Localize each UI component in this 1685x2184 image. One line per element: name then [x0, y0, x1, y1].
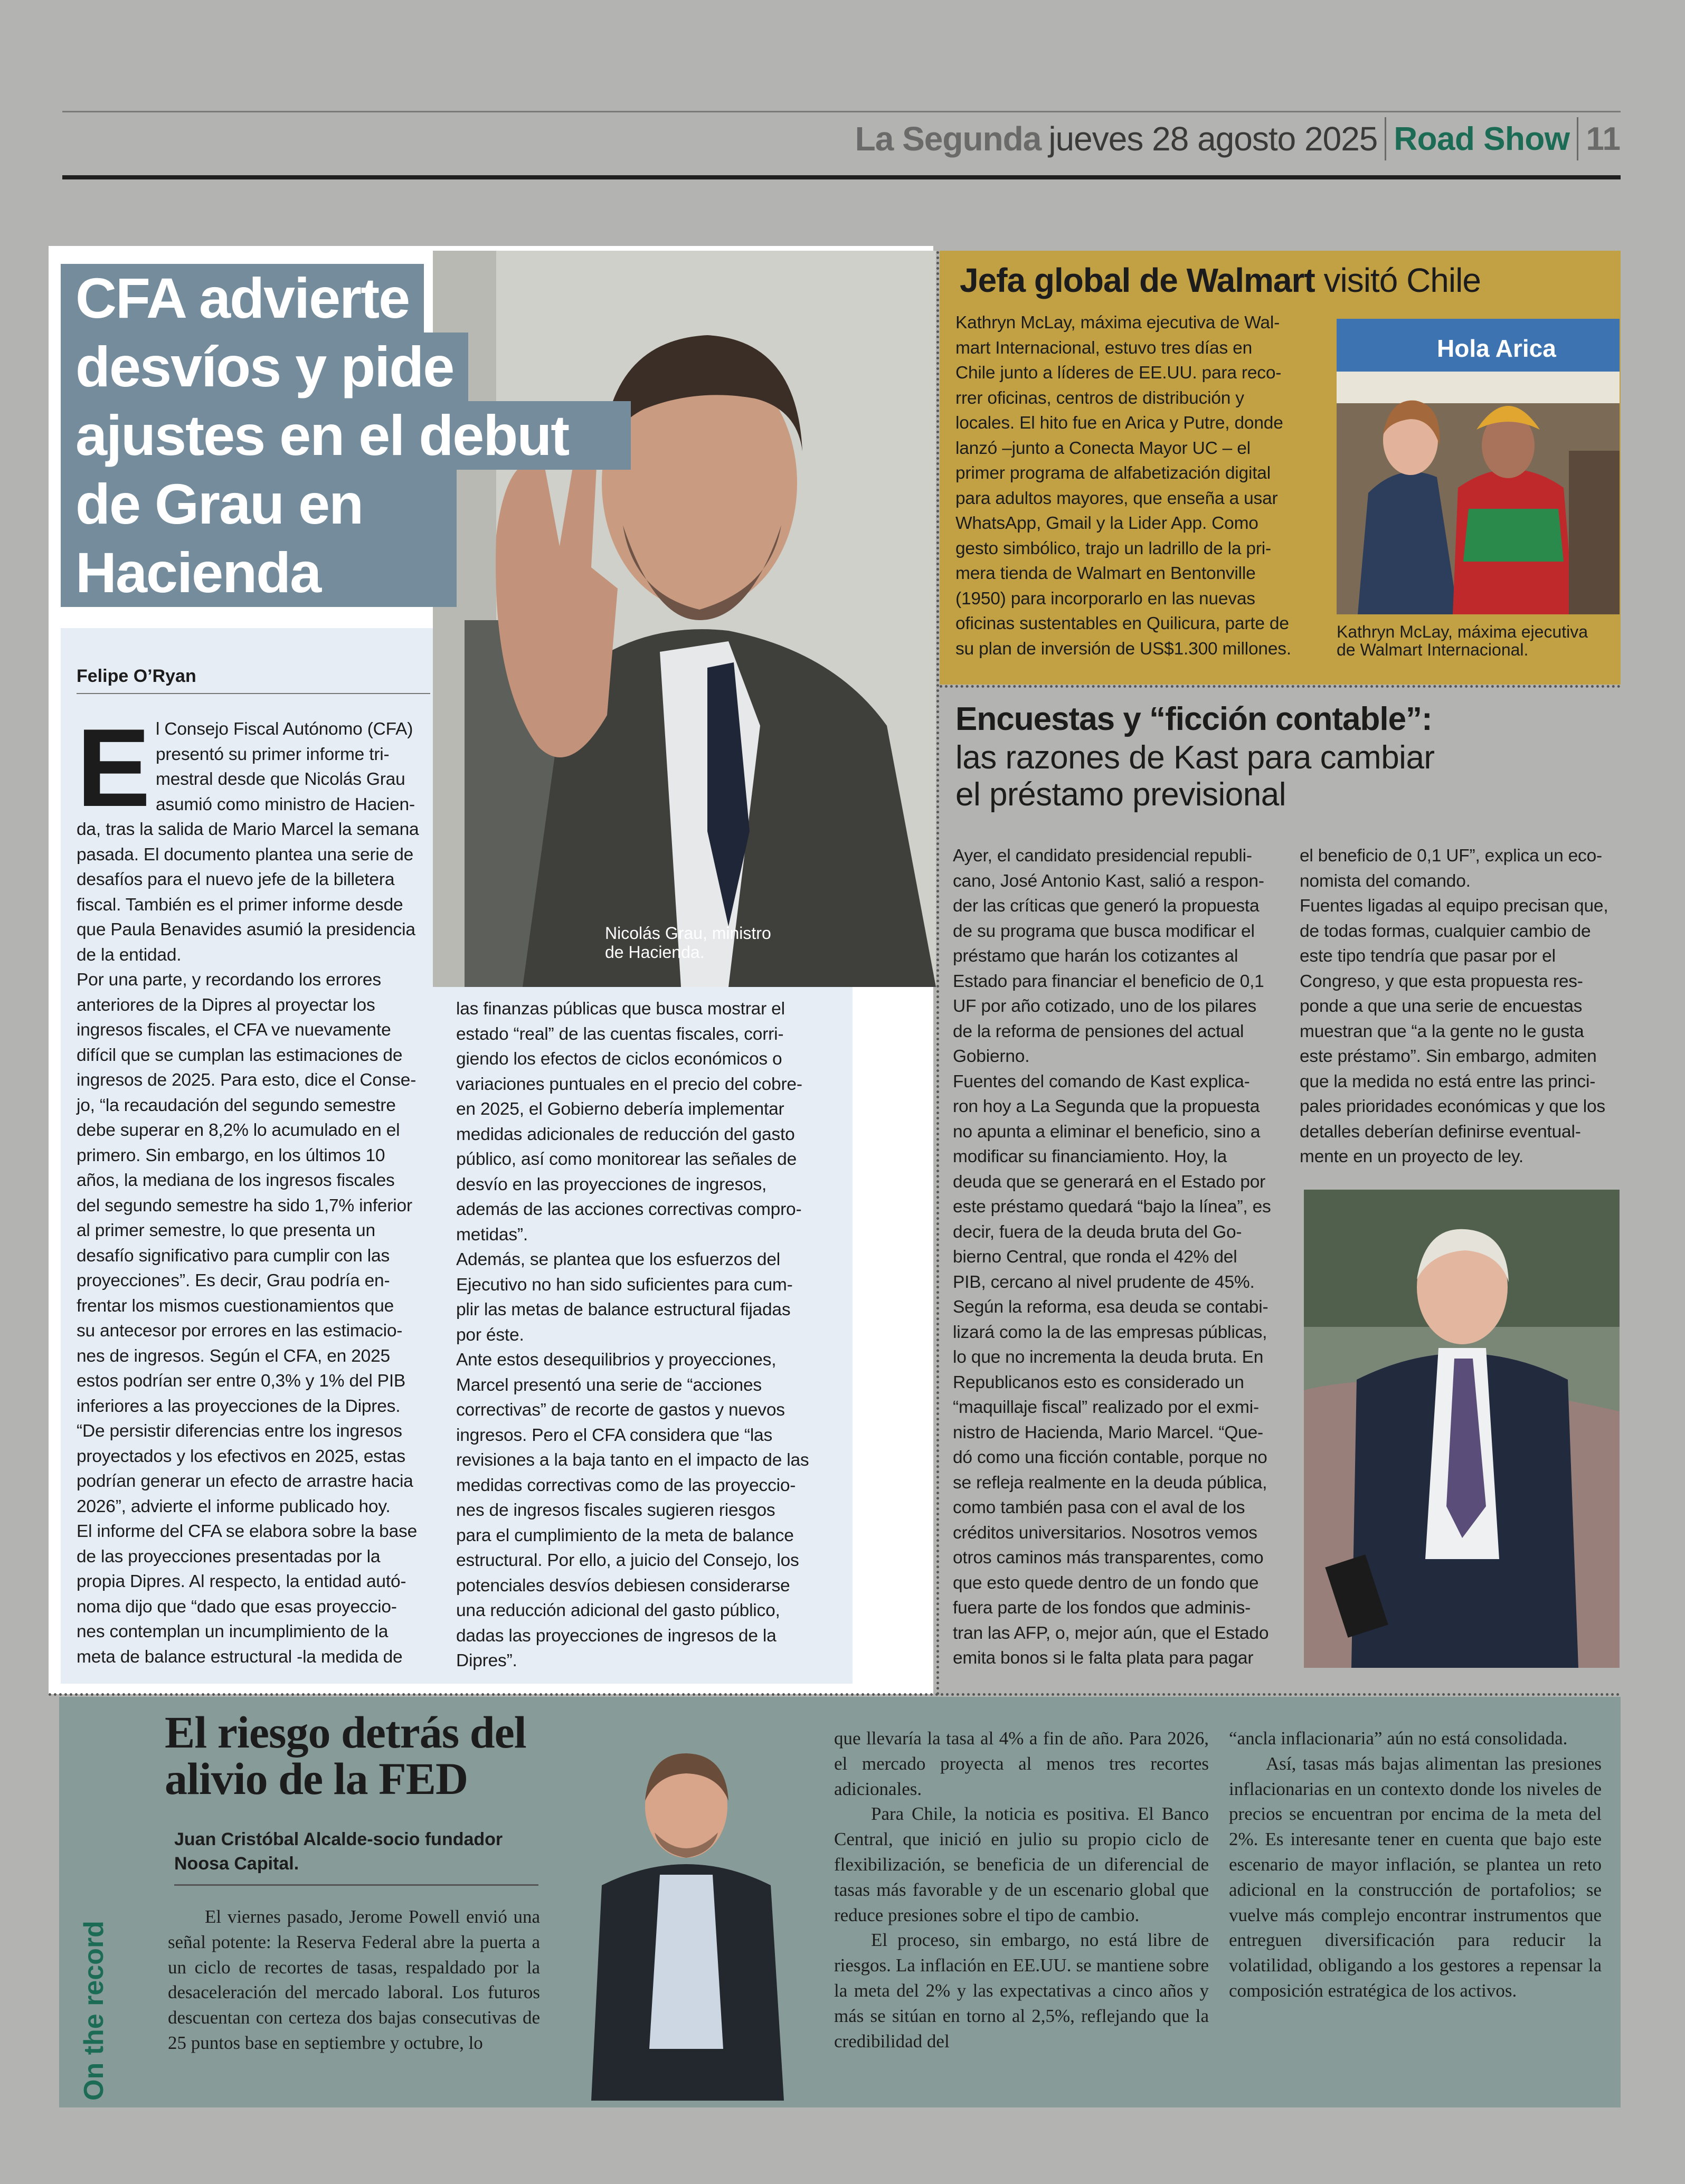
- text-line: pasada. El documento plantea una serie de: [77, 844, 414, 865]
- text-line: al primer semestre, lo que presenta un: [77, 1221, 375, 1240]
- text-line: tran las AFP, o, mejor aún, que el Estado: [953, 1623, 1269, 1643]
- text-line: bierno Central, que ronda el 42% del: [953, 1247, 1237, 1267]
- text-line: locales. El hito fue en Arica y Putre, donde: [955, 413, 1283, 433]
- walmart-headline-bold: Jefa global de Walmart: [960, 261, 1315, 299]
- text-line: créditos universitarios. Nosotros vemos: [953, 1523, 1257, 1543]
- grau-photo-caption: [605, 924, 771, 962]
- headline-line: CFA advierte: [61, 264, 424, 333]
- headline-line: el préstamo previsional: [955, 776, 1286, 813]
- text-line: l Consejo Fiscal Autónomo (CFA): [156, 719, 413, 739]
- text-line: como también pasa con el aval de los: [953, 1498, 1245, 1517]
- text-line: de todas formas, cualquier cambio de: [1300, 921, 1591, 941]
- text-line: UF por año cotizado, uno de los pilares: [953, 996, 1257, 1016]
- text-line: las finanzas públicas que busca mostrar el: [456, 999, 785, 1019]
- author-line: Juan Cristóbal Alcalde-socio fundador: [174, 1829, 503, 1849]
- text-line: Congreso, y que esta propuesta res-: [1300, 971, 1583, 991]
- walmart-headline: [960, 261, 1481, 300]
- kast-headline-bold: Encuestas y “ficción contable”:: [955, 701, 1432, 737]
- text-line: nes de ingresos. Según el CFA, en 2025: [77, 1346, 390, 1366]
- text-line: que esto quede dentro de un fondo que: [953, 1573, 1259, 1593]
- walmart-photo: [1337, 319, 1620, 614]
- text-line: plir las metas de balance estructural fijadas: [456, 1300, 791, 1319]
- text-line: Estado para financiar el beneficio de 0,1: [953, 971, 1264, 991]
- kast-column-1: [953, 843, 1283, 1671]
- text-line: medidas correctivas como de las proyeccio-: [456, 1475, 796, 1495]
- text-line: giendo los efectos de ciclos económicos o: [456, 1049, 782, 1069]
- text-line: meta de balance estructural -la medida de: [77, 1647, 403, 1667]
- sign-text: Hola Arica: [1437, 335, 1556, 362]
- text-line: Fuentes ligadas al equipo precisan que,: [1300, 896, 1608, 916]
- caption-line: Kathryn McLay, máxima ejecutiva: [1337, 622, 1588, 641]
- column-divider: [936, 251, 939, 1696]
- fed-headline: [165, 1709, 526, 1802]
- caption-line: Nicolás Grau, ministro: [605, 924, 771, 943]
- text-line: Ejecutivo no han sido suficientes para cum-: [456, 1275, 793, 1295]
- text-line: rrer oficinas, centros de distribución y: [955, 388, 1244, 408]
- text-line: mart Internacional, estuvo tres días en: [955, 338, 1252, 358]
- text-line: en 2025, el Gobierno debería implementar: [456, 1099, 784, 1119]
- text-line: este préstamo”. Sin embargo, admiten: [1300, 1047, 1597, 1066]
- text-line: fiscal. También es el primer informe desde: [77, 895, 403, 915]
- paragraph: Para Chile, la noticia es positiva. El Banco Central, que inició en julio su propio ciclo de flexibilización, se beneficia de un diferencial de tasas más favorable y de un escenario global que reduce presiones sobre el tipo de cambio.: [834, 1803, 1209, 1925]
- text-line: público, así como monitorear las señales de: [456, 1150, 797, 1169]
- text-line: PIB, cercano al nivel prudente de 45%.: [953, 1272, 1255, 1292]
- text-line: nes contemplan un incumplimiento de la: [77, 1622, 389, 1641]
- main-headline: [61, 264, 631, 607]
- text-line: para adultos mayores, que enseña a usar: [955, 488, 1278, 508]
- text-line: frentar los mismos cuestionamientos que: [77, 1296, 394, 1316]
- text-line: cano, José Antonio Kast, salió a respon-: [953, 871, 1264, 891]
- text-line: 2026”, advierte el informe publicado hoy.: [77, 1496, 391, 1516]
- text-line: anteriores de la Dipres al proyectar los: [77, 995, 375, 1015]
- text-line: fuera parte de los fondos que adminis-: [953, 1598, 1251, 1618]
- headline-line: Hacienda: [61, 538, 457, 607]
- text-line: jo, “la recaudación del segundo semestre: [77, 1095, 396, 1115]
- headline-line: ajustes en el debut: [61, 401, 631, 470]
- text-line: podrían generar un efecto de arrastre hacia: [77, 1471, 413, 1491]
- main-article-column-2: [456, 996, 828, 1674]
- text-line: proyectados y los efectivos en 2025, estas: [77, 1446, 405, 1466]
- walmart-headline-rest: visitó Chile: [1314, 261, 1481, 299]
- text-line: de la entidad.: [77, 945, 182, 965]
- text-line: propia Dipres. Al respecto, la entidad autó-: [77, 1572, 406, 1591]
- header-rule-bottom: [62, 175, 1621, 179]
- headline-line: desvíos y pide: [61, 333, 468, 401]
- text-line: no apunta a eliminar el beneficio, sino a: [953, 1122, 1261, 1142]
- text-line: presentó su primer informe tri-: [156, 744, 390, 764]
- alcalde-photo: [581, 1722, 792, 2101]
- paragraph: El viernes pasado, Jerome Powell envió una señal potente: la Reserva Federal abre la puerta a un ciclo de recortes de tasas, respaldado por la desaceleración del mercado laboral. Los futuros descuentan con certeza dos bajas consecutivas de 25 puntos base en septiembre y octubre, lo: [168, 1906, 540, 2053]
- text-line: modificar su financiamiento. Hoy, la: [953, 1147, 1227, 1166]
- fed-column-2: [834, 1726, 1209, 2054]
- text-line: El informe del CFA se elabora sobre la base: [77, 1522, 418, 1541]
- publication-name: La Segunda: [855, 120, 1042, 158]
- kast-headline: [955, 699, 1610, 813]
- text-line: detalles deberían definirse eventual-: [1300, 1122, 1581, 1142]
- text-line: lizará como la de las empresas públicas,: [953, 1322, 1267, 1342]
- text-line: se refleja realmente en la deuda pública,: [953, 1473, 1267, 1493]
- text-line: nes de ingresos fiscales sugieren riesgos: [456, 1501, 775, 1520]
- paragraph: El proceso, sin embargo, no está libre de riesgos. La inflación en EE.UU. se mantiene sobre la meta del 2% y las expectativas a cinco años y más se sitúan en torno al 2,5%, reflejando que la credibilidad del: [834, 1930, 1209, 2052]
- text-line: decir, fuera de la deuda bruta del Go-: [953, 1222, 1242, 1242]
- headline-line: alivio de la FED: [165, 1753, 468, 1804]
- text-line: (1950) para incorporarlo en las nuevas: [955, 588, 1255, 609]
- text-line: ingresos fiscales, el CFA ve nuevamente: [77, 1020, 391, 1040]
- kast-column-2: [1300, 843, 1626, 1170]
- text-line: una reducción adicional del gasto público,: [456, 1601, 780, 1620]
- text-line: ron hoy a La Segunda que la propuesta: [953, 1097, 1260, 1116]
- walmart-photo-illustration: [1337, 319, 1620, 614]
- paragraph: Así, tasas más bajas alimentan las presiones inflacionarias en un contexto donde los niveles de precios se encuentran por encima de la meta del 2%. Es interesante tener en cuenta que bajo este escenario de mayor inflación, se plantea un reto adicional en la construcción de portafolios; se vuelve más complejo encontrar instrumentos que entreguen diversificación para reducir la volatilidad, obligando a los gestores a repensar la composición estratégica de los activos.: [1229, 1753, 1602, 2001]
- text-line: Gobierno.: [953, 1047, 1030, 1066]
- headline-line: de Grau en: [61, 470, 457, 538]
- header-separator: [1385, 117, 1386, 160]
- text-line: emita bonos si le falta plata para pagar: [953, 1648, 1254, 1668]
- text-line: dó como una ficción contable, porque no: [953, 1448, 1267, 1467]
- text-line: de su programa que busca modificar el: [953, 921, 1255, 941]
- text-line: Ayer, el candidato presidencial republi-: [953, 846, 1252, 866]
- text-line: Además, se plantea que los esfuerzos del: [456, 1250, 780, 1269]
- paragraph: que llevaría la tasa al 4% a fin de año. Para 2026, el mercado proyecta al menos tres recortes adicionales.: [834, 1728, 1209, 1799]
- text-line: Dipres”.: [456, 1651, 517, 1670]
- author-line: Noosa Capital.: [174, 1854, 299, 1874]
- text-line: oficinas sustentables en Quilicura, parte de: [955, 614, 1289, 633]
- text-line: este préstamo quedará “bajo la línea”, es: [953, 1197, 1271, 1217]
- text-line: nistro de Hacienda, Mario Marcel. “Que-: [953, 1422, 1263, 1442]
- text-line: préstamo que harán los cotizantes al: [953, 946, 1238, 966]
- text-line: WhatsApp, Gmail y la Lider App. Como: [955, 514, 1258, 533]
- text-line: Fuentes del comando de Kast explica-: [953, 1071, 1250, 1091]
- text-line: que Paula Benavides asumió la presidencia: [77, 920, 415, 939]
- text-line: mente en un proyecto de ley.: [1300, 1147, 1523, 1166]
- text-line: estado “real” de las cuentas fiscales, corri-: [456, 1024, 784, 1044]
- text-line: por éste.: [456, 1325, 524, 1345]
- text-line: correctivas” de recorte de gastos y nuevos: [456, 1400, 785, 1420]
- text-line: estructural. Por ello, a juicio del Consejo, los: [456, 1551, 799, 1570]
- text-line: gesto simbólico, trajo un ladrillo de la pri-: [955, 538, 1272, 558]
- text-line: del segundo semestre ha sido 1,7% inferior: [77, 1195, 412, 1216]
- on-the-record-label: On the record: [79, 1921, 109, 2101]
- drop-cap: E: [77, 706, 151, 830]
- text-line: medidas adicionales de reducción del gasto: [456, 1124, 795, 1144]
- text-line: para el cumplimiento de la meta de balance: [456, 1525, 794, 1545]
- walmart-body: [955, 310, 1314, 661]
- header-rule-top: [62, 111, 1621, 112]
- text-line: “De persistir diferencias entre los ingresos: [77, 1421, 402, 1441]
- alcalde-photo-illustration: [581, 1722, 792, 2101]
- section-divider: [49, 1693, 1621, 1696]
- text-line: der las críticas que generó la propuesta: [953, 896, 1260, 916]
- text-line: este tipo tendría que pasar por el: [1300, 946, 1556, 966]
- text-line: desafíos para el nuevo jefe de la billetera: [77, 870, 395, 889]
- text-line: nomista del comando.: [1300, 871, 1471, 891]
- text-line: ingresos. Pero el CFA considera que “las: [456, 1425, 773, 1445]
- text-line: el beneficio de 0,1 UF”, explica un eco-: [1300, 846, 1602, 866]
- byline: Felipe O’Ryan: [77, 666, 430, 694]
- text-line: mestral desde que Nicolás Grau: [156, 770, 405, 789]
- text-line: Por una parte, y recordando los errores: [77, 970, 381, 990]
- text-line: revisiones a la baja tanto en el impacto de las: [456, 1450, 809, 1470]
- text-line: Chile junto a líderes de EE.UU. para reco-: [955, 363, 1282, 383]
- text-line: además de las acciones correctivas compro-: [456, 1200, 802, 1219]
- walmart-photo-caption: [1337, 623, 1622, 659]
- issue-date: jueves 28 agosto 2025: [1048, 120, 1378, 158]
- text-line: otros caminos más transparentes, como: [953, 1548, 1264, 1568]
- text-line: desvío en las proyecciones de ingresos,: [456, 1174, 767, 1194]
- text-line: muestran que “a la gente no le gusta: [1300, 1021, 1584, 1041]
- text-line: primero. Sin embargo, en los últimos 10: [77, 1145, 385, 1165]
- headline-line: El riesgo detrás del: [165, 1707, 526, 1758]
- text-line: debe superar en 8,2% lo acumulado en el: [77, 1121, 400, 1140]
- text-line: Kathryn McLay, máxima ejecutiva de Wal-: [955, 313, 1280, 333]
- section-name: Road Show: [1394, 120, 1570, 157]
- text-line: lo que no incrementa la deuda bruta. En: [953, 1347, 1264, 1367]
- text-line: proyecciones”. Es decir, Grau podría en-: [77, 1271, 390, 1290]
- text-line: noma dijo que “dado que esas proyeccio-: [77, 1597, 397, 1617]
- text-line: Marcel presentó una serie de “acciones: [456, 1375, 762, 1395]
- fed-author: [174, 1827, 538, 1886]
- text-line: ponde a que una serie de encuestas: [1300, 996, 1583, 1016]
- text-line: estos podrían ser entre 0,3% y 1% del PIB: [77, 1371, 406, 1391]
- text-line: su antecesor por errores en las estimacio-: [77, 1321, 403, 1341]
- kast-photo: [1304, 1190, 1620, 1668]
- paragraph: “ancla inflacionaria” aún no está consolidada.: [1229, 1728, 1568, 1749]
- text-line: da, tras la salida de Mario Marcel la semana: [77, 820, 419, 839]
- fed-column-3: [1229, 1726, 1602, 2003]
- text-line: Ante estos desequilibrios y proyecciones,: [456, 1350, 777, 1370]
- text-line: su plan de inversión de US$1.300 millones.: [955, 639, 1291, 659]
- section-divider: [940, 685, 1621, 688]
- text-line: deuda que se generará en el Estado por: [953, 1172, 1266, 1192]
- text-line: mera tienda de Walmart en Bentonville: [955, 564, 1256, 583]
- text-line: años, la mediana de los ingresos fiscales: [77, 1171, 395, 1190]
- headline-line: las razones de Kast para cambiar: [955, 739, 1435, 776]
- text-line: de las proyecciones presentadas por la: [77, 1546, 381, 1566]
- kast-headline-rest: [955, 739, 1610, 813]
- caption-line: de Hacienda.: [605, 943, 705, 962]
- page-number: 11: [1586, 120, 1621, 157]
- text-line: ingresos de 2025. Para esto, dice el Conse-: [77, 1070, 416, 1090]
- text-line: asumió como ministro de Hacien-: [156, 794, 415, 814]
- text-line: metidas”.: [456, 1224, 528, 1245]
- fed-column-1: [168, 1904, 540, 2056]
- caption-line: de Walmart Internacional.: [1337, 640, 1529, 659]
- text-line: Según la reforma, esa deuda se contabi-: [953, 1297, 1269, 1317]
- text-line: difícil que se cumplan las estimaciones de: [77, 1045, 403, 1065]
- text-line: que la medida no está entre las princi-: [1300, 1071, 1596, 1091]
- text-line: lanzó –junto a Conecta Mayor UC – el: [955, 438, 1251, 458]
- text-line: “maquillaje fiscal” realizado por el exmi-: [953, 1398, 1259, 1417]
- page-header: [855, 117, 1621, 160]
- text-line: Republicanos esto es considerado un: [953, 1372, 1244, 1392]
- kast-photo-illustration: [1304, 1190, 1620, 1668]
- text-line: primer programa de alfabetización digital: [955, 463, 1271, 483]
- text-line: desafío significativo para cumplir con las: [77, 1246, 390, 1266]
- text-line: inferiores a las proyecciones de la Dipres.: [77, 1396, 401, 1416]
- main-article-column-1: [77, 706, 430, 1669]
- text-line: de la reforma de pensiones del actual: [953, 1021, 1244, 1041]
- text-line: potenciales desvíos debiesen considerarse: [456, 1575, 790, 1596]
- text-line: dadas las proyecciones de ingresos de la: [456, 1626, 777, 1646]
- header-separator: [1577, 117, 1578, 160]
- text-line: variaciones puntuales en el precio del cobre-: [456, 1074, 802, 1094]
- text-line: pales prioridades económicas y que los: [1300, 1097, 1605, 1116]
